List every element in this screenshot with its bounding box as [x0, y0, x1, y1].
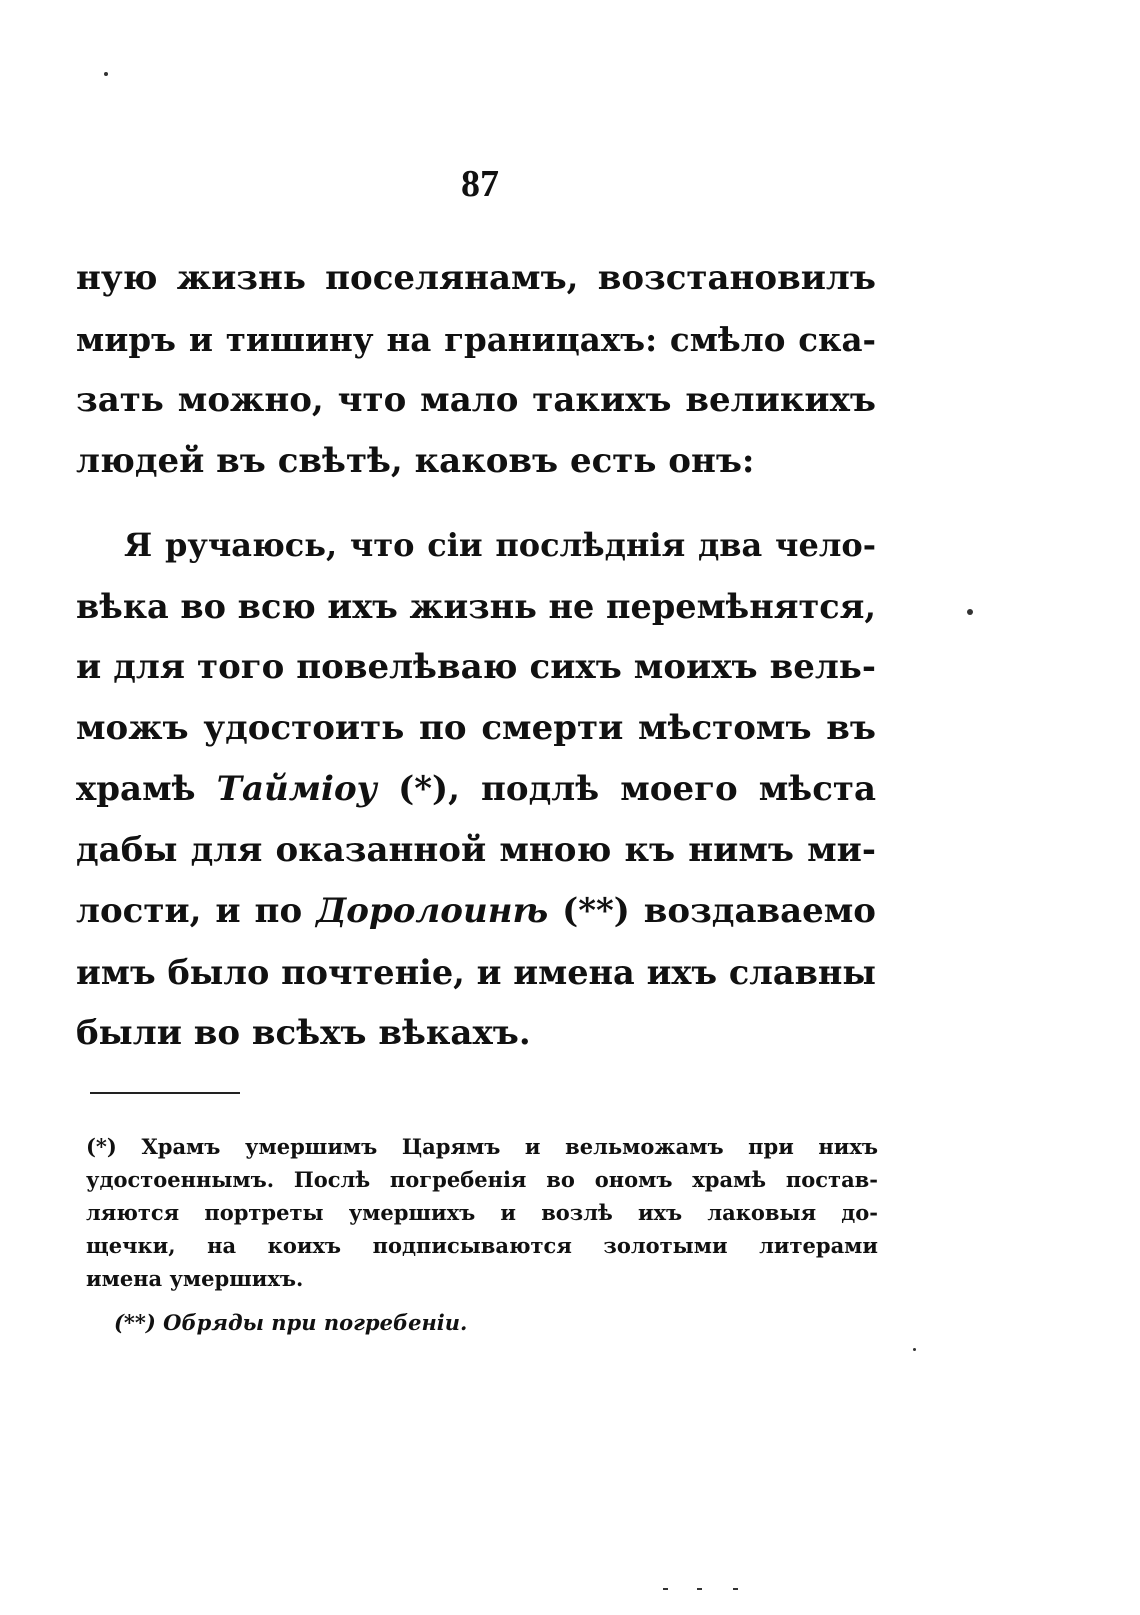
- text-line: были во всѣхъ вѣкахъ.: [76, 1013, 531, 1053]
- italic-term-doroloin: Доролоинѣ: [316, 891, 549, 931]
- paragraph-continuation: [76, 248, 876, 492]
- text-segment: (*), подлѣ моего мѣста: [398, 769, 876, 809]
- footnote-line: ляются портреты умершихъ и возлѣ ихъ лаковыя до-: [86, 1200, 878, 1225]
- text-line: [76, 759, 876, 820]
- text-line: миръ и тишину на границахъ: смѣло ска-: [76, 320, 876, 359]
- text-line: людей въ свѣтѣ, каковъ есть онъ:: [76, 441, 755, 481]
- print-speck: [104, 72, 108, 76]
- paragraph-decree: [76, 515, 876, 1064]
- text-line: можъ удостоить по смерти мѣстомъ въ: [76, 708, 876, 748]
- footnote-line: (*) Храмъ умершимъ Царямъ и вельможамъ при нихъ: [86, 1134, 878, 1159]
- text-line: [76, 881, 876, 942]
- text-segment: лости, и по: [76, 891, 303, 931]
- footnote-line: (**) Обряды при погребеніи.: [114, 1310, 468, 1335]
- text-segment: (**) воздаваемо: [562, 891, 876, 931]
- footnote-line: удостоеннымъ. Послѣ погребенія во ономъ храмѣ постав-: [86, 1167, 878, 1192]
- footnote-1: [86, 1130, 878, 1295]
- text-line: ную жизнь поселянамъ, возстановилъ: [76, 258, 876, 298]
- print-speck: [663, 1588, 668, 1590]
- footnote-line: имена умершихъ.: [86, 1266, 304, 1291]
- text-segment: храмѣ: [76, 769, 196, 809]
- footnote-2: [86, 1306, 906, 1339]
- footnote-line: щечки, на коихъ подписываются золотыми литерами: [86, 1233, 878, 1258]
- text-line: и для того повелѣваю сихъ моихъ вель-: [76, 647, 876, 687]
- footnote-divider: [90, 1092, 240, 1094]
- print-speck: [697, 1588, 702, 1590]
- page-number: 87: [461, 163, 499, 205]
- text-line: дабы для оказанной мною къ нимъ ми-: [76, 830, 876, 870]
- print-speck: [913, 1348, 916, 1351]
- print-speck: [967, 609, 973, 615]
- italic-term-taimiou: Таймiоу: [216, 769, 377, 809]
- text-line: Я ручаюсь, что сіи послѣднія два чело-: [124, 526, 876, 564]
- print-speck: [733, 1588, 738, 1590]
- text-line: вѣка во всю ихъ жизнь не перемѣнятся,: [76, 587, 877, 626]
- text-line: зать можно, что мало такихъ великихъ: [76, 380, 876, 420]
- text-line: имъ было почтеніе, и имена ихъ славны: [76, 953, 876, 992]
